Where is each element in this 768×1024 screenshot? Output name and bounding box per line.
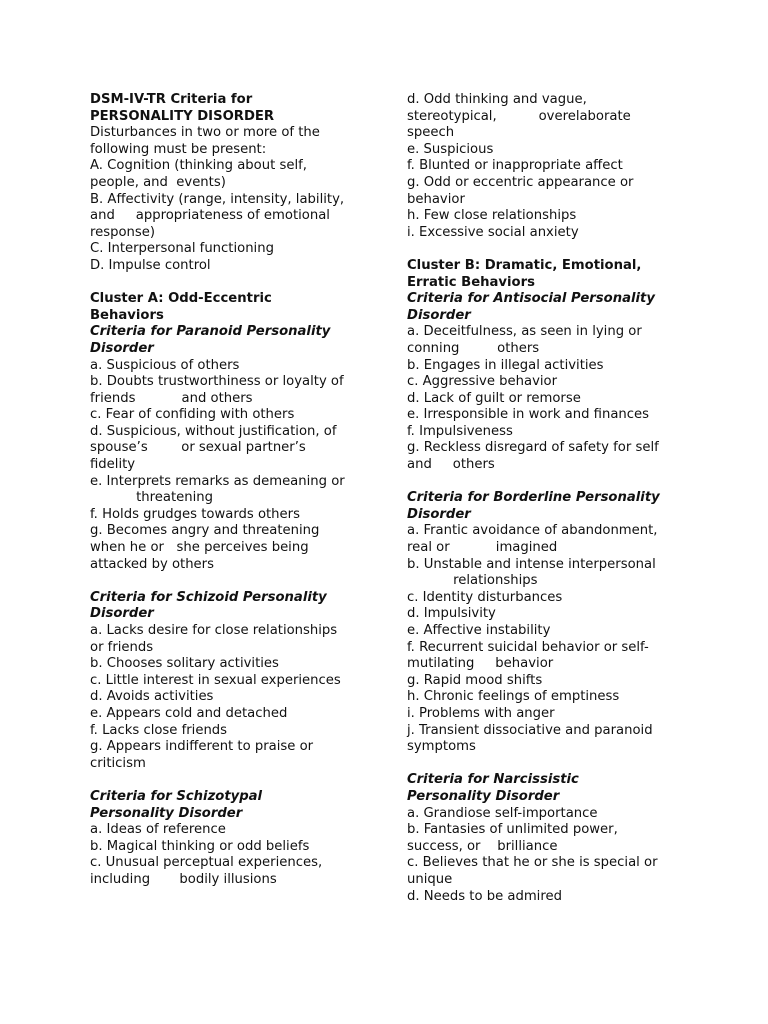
section-title-line: Disorder <box>407 307 471 323</box>
cluster-heading-line: Erratic Behaviors <box>407 274 535 290</box>
criteria-line: unique <box>407 871 453 887</box>
intro-line: people, and events) <box>90 174 226 190</box>
spacer <box>407 756 679 773</box>
criteria-line: including bodily illusions <box>90 871 277 887</box>
intro-line: and appropriateness of emotional <box>90 208 330 224</box>
criteria-line: fidelity <box>90 457 136 473</box>
section-title-line: Personality Disorder <box>407 788 560 804</box>
criteria-line: a. Ideas of reference <box>90 822 226 838</box>
paranoid-section <box>90 324 362 573</box>
intro-line: A. Cognition (thinking about self, <box>90 158 307 174</box>
criteria-line: c. Little interest in sexual experiences <box>90 672 341 688</box>
criteria-line: relationships <box>407 573 538 589</box>
criteria-line: e. Suspicious <box>407 141 494 157</box>
criteria-line: f. Recurrent suicidal behavior or self- <box>407 639 649 655</box>
spacer <box>90 275 362 292</box>
antisocial-section <box>407 291 679 474</box>
criteria-line: and others <box>407 457 495 473</box>
criteria-line: i. Excessive social anxiety <box>407 224 579 240</box>
criteria-line: g. Reckless disregard of safety for self <box>407 440 659 456</box>
spacer <box>90 573 362 590</box>
criteria-line: c. Fear of confiding with others <box>90 407 295 423</box>
criteria-line: e. Interprets remarks as demeaning or <box>90 473 345 489</box>
criteria-line: when he or she perceives being <box>90 540 309 556</box>
title-line: DSM-IV-TR Criteria for <box>90 92 253 107</box>
section-title-line: Criteria for Schizoid Personality <box>90 589 327 605</box>
criteria-line: b. Chooses solitary activities <box>90 656 279 672</box>
criteria-line: c. Aggressive behavior <box>407 374 558 390</box>
schizotypal-continued <box>407 92 679 241</box>
criteria-line: success, or brilliance <box>407 838 558 854</box>
criteria-line: speech <box>407 125 455 141</box>
criteria-line: h. Chronic feelings of emptiness <box>407 689 620 705</box>
criteria-line: attacked by others <box>90 556 214 572</box>
section-title-line: Disorder <box>90 340 154 356</box>
intro-line: response) <box>90 224 156 240</box>
borderline-section <box>407 490 679 756</box>
criteria-line: d. Odd thinking and vague, <box>407 92 587 107</box>
criteria-line: d. Suspicious, without justification, of <box>90 423 337 439</box>
narcissistic-section <box>407 772 679 905</box>
section-title-line: Criteria for Paranoid Personality <box>90 324 331 340</box>
section-title-line: Personality Disorder <box>90 805 243 821</box>
criteria-line: i. Problems with anger <box>407 705 555 721</box>
criteria-line: e. Appears cold and detached <box>90 705 288 721</box>
section-title-line: Criteria for Antisocial Personality <box>407 291 655 307</box>
criteria-line: d. Avoids activities <box>90 689 214 705</box>
criteria-line: g. Odd or eccentric appearance or <box>407 174 634 190</box>
criteria-line: threatening <box>90 490 214 506</box>
criteria-line: b. Doubts trustworthiness or loyalty of <box>90 374 344 390</box>
criteria-line: f. Impulsiveness <box>407 423 513 439</box>
criteria-line: c. Unusual perceptual experiences, <box>90 855 323 871</box>
criteria-line: real or imagined <box>407 540 558 556</box>
criteria-line: f. Holds grudges towards others <box>90 506 300 522</box>
cluster-heading-line: Cluster B: Dramatic, Emotional, <box>407 257 642 273</box>
criteria-line: stereotypical, overelaborate <box>407 108 631 124</box>
criteria-line: e. Affective instability <box>407 623 551 638</box>
intro-section <box>90 92 362 275</box>
criteria-line: b. Magical thinking or odd beliefs <box>90 838 310 854</box>
criteria-line: f. Blunted or inappropriate affect <box>407 158 623 174</box>
intro-line: Disturbances in two or more of the <box>90 125 320 141</box>
section-title-line: Disorder <box>90 606 154 622</box>
criteria-line: a. Suspicious of others <box>90 357 240 373</box>
intro-line: following must be present: <box>90 141 267 157</box>
document-title <box>90 92 362 125</box>
criteria-line: behavior <box>407 191 465 207</box>
left-column <box>90 92 362 889</box>
criteria-line: e. Irresponsible in work and finances <box>407 407 650 423</box>
right-column <box>407 92 679 905</box>
criteria-line: symptoms <box>407 739 476 755</box>
criteria-line: d. Lack of guilt or remorse <box>407 390 581 406</box>
cluster-heading-line: Behaviors <box>90 307 164 323</box>
criteria-line: d. Needs to be admired <box>407 888 562 904</box>
criteria-line: mutilating behavior <box>407 656 554 672</box>
cluster-heading-line: Cluster A: Odd-Eccentric <box>90 291 272 307</box>
schizotypal-section <box>90 789 362 889</box>
criteria-line: or friends <box>90 639 154 655</box>
section-title-line: Disorder <box>407 506 471 522</box>
criteria-line: c. Identity disturbances <box>407 589 563 605</box>
criteria-line: a. Grandiose self-importance <box>407 805 598 821</box>
criteria-line: b. Unstable and intense interpersonal <box>407 556 656 572</box>
criteria-line: j. Transient dissociative and paranoid <box>407 722 653 738</box>
criteria-line: b. Engages in illegal activities <box>407 357 604 373</box>
section-title-line: Criteria for Narcissistic <box>407 772 579 788</box>
spacer <box>407 241 679 258</box>
criteria-line: a. Lacks desire for close relationships <box>90 623 338 638</box>
intro-text <box>90 125 362 274</box>
schizoid-section <box>90 590 362 773</box>
section-title-line: Criteria for Borderline Personality <box>407 490 660 506</box>
criteria-line: g. Rapid mood shifts <box>407 672 543 688</box>
spacer <box>407 474 679 491</box>
criteria-line: a. Frantic avoidance of abandonment, <box>407 523 658 539</box>
criteria-line: c. Believes that he or she is special or <box>407 855 658 871</box>
cluster-a-heading <box>90 291 362 324</box>
intro-line: C. Interpersonal functioning <box>90 241 274 257</box>
intro-line: B. Affectivity (range, intensity, lability, <box>90 191 345 207</box>
criteria-line: criticism <box>90 755 146 771</box>
criteria-line: friends and others <box>90 390 253 406</box>
criteria-line: d. Impulsivity <box>407 606 496 622</box>
section-title-line: Criteria for Schizotypal <box>90 788 263 804</box>
spacer <box>90 772 362 789</box>
criteria-line: g. Becomes angry and threatening <box>90 523 320 539</box>
criteria-line: conning others <box>407 340 540 356</box>
criteria-line: g. Appears indifferent to praise or <box>90 739 314 755</box>
criteria-line: f. Lacks close friends <box>90 722 228 738</box>
criteria-line: h. Few close relationships <box>407 208 577 224</box>
title-line: PERSONALITY DISORDER <box>90 108 275 124</box>
intro-line: D. Impulse control <box>90 257 211 273</box>
cluster-b-heading <box>407 258 679 291</box>
criteria-line: spouse’s or sexual partner’s <box>90 440 306 456</box>
criteria-line: b. Fantasies of unlimited power, <box>407 822 618 838</box>
criteria-line: a. Deceitfulness, as seen in lying or <box>407 324 642 340</box>
